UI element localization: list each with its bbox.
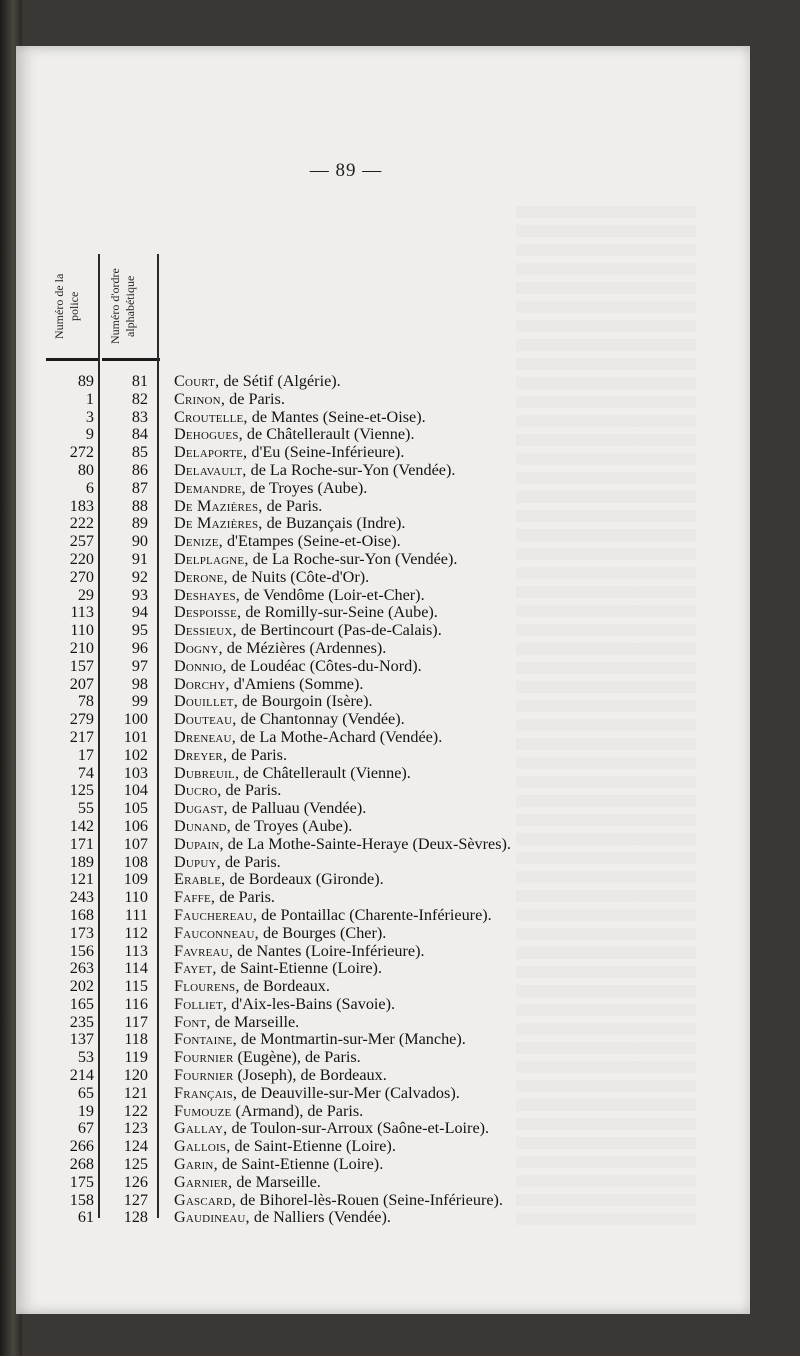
police-number: 175 [69, 1172, 94, 1191]
entry-location: de La Roche-sur-Yon (Vendée). [248, 549, 458, 568]
entry-location: de Bordeaux (Gironde). [225, 870, 384, 889]
entry-location: de Marseille. [232, 1172, 321, 1191]
order-number: 95 [131, 621, 148, 640]
police-number: 189 [69, 852, 94, 871]
entry-text [174, 640, 386, 658]
entry-surname: Dogny, [174, 638, 223, 657]
entry-location: de Saint-Etienne (Loire). [230, 1137, 396, 1156]
entry-text [174, 996, 395, 1014]
table-row [16, 765, 750, 783]
page-number: — 89 — [309, 160, 383, 181]
table-row [16, 1049, 750, 1067]
order-number: 81 [131, 372, 148, 390]
entry-surname: Faffe, [174, 888, 216, 907]
police-number: 202 [69, 977, 94, 996]
entry-location: (Joseph), de Bordeaux. [233, 1066, 387, 1085]
entry-text [174, 943, 425, 961]
entry-text [174, 622, 442, 640]
order-number: 97 [131, 656, 148, 675]
order-number: 104 [123, 781, 148, 800]
table-row [16, 604, 750, 622]
table-row [16, 1014, 750, 1032]
table-row [16, 1031, 750, 1049]
table-row [16, 551, 750, 569]
entry-location: de Paris. [225, 389, 285, 408]
table-row [16, 373, 750, 391]
entry-surname: De Mazières, [174, 514, 263, 533]
entry-surname: Court, [174, 372, 220, 390]
entry-location: de Mézières (Ardennes). [222, 638, 387, 657]
entry-surname: Dehogues, [174, 425, 243, 444]
entry-text [174, 498, 322, 516]
table-row [16, 569, 750, 587]
entry-surname: Dupuy, [174, 852, 221, 871]
table-row [16, 836, 750, 854]
entry-text [174, 1192, 503, 1210]
police-number: 17 [77, 745, 94, 764]
entry-location: de Buzançais (Indre). [262, 514, 406, 533]
order-number: 85 [131, 443, 148, 462]
order-number: 122 [123, 1101, 148, 1120]
entry-location: de Troyes (Aube). [230, 816, 353, 835]
entry-text [174, 800, 366, 818]
book-page [16, 46, 750, 1314]
entry-text [174, 569, 369, 587]
entry-text [174, 889, 275, 907]
order-number: 115 [124, 977, 148, 996]
police-number: 222 [69, 514, 94, 533]
table-row [16, 409, 750, 427]
entry-location: de Nantes (Loire-Inférieure). [233, 941, 425, 960]
police-number: 3 [85, 407, 94, 426]
entry-text [174, 1156, 383, 1174]
entry-location: de Paris. [262, 496, 323, 515]
order-number: 111 [124, 905, 148, 924]
table-row [16, 426, 750, 444]
entry-location: d'Eu (Seine-Inférieure). [247, 443, 405, 462]
entry-text [174, 907, 492, 925]
police-number: 207 [69, 674, 94, 693]
table-row [16, 871, 750, 889]
police-number: 142 [69, 816, 94, 835]
police-number: 19 [77, 1101, 94, 1120]
entry-text [174, 711, 405, 729]
entry-location: de Paris. [227, 745, 287, 764]
table-row [16, 1120, 750, 1138]
entry-location: de Marseille. [210, 1012, 300, 1031]
entry-surname: Fayet, [174, 959, 217, 978]
entry-text [174, 462, 455, 480]
table-row [16, 1067, 750, 1085]
header-rule [46, 358, 100, 361]
entry-text [174, 871, 384, 889]
table-row [16, 800, 750, 818]
police-number: 210 [69, 638, 94, 657]
entry-text [174, 1174, 321, 1192]
order-number: 126 [123, 1172, 148, 1191]
table-row [16, 1103, 750, 1121]
entry-surname: Dessieux, [174, 621, 237, 640]
police-number: 214 [69, 1066, 94, 1085]
order-number: 100 [123, 710, 148, 729]
order-number: 106 [123, 816, 148, 835]
table-row [16, 925, 750, 943]
order-number: 99 [131, 692, 148, 711]
entry-text [174, 1014, 299, 1032]
entry-surname: Fournier [174, 1048, 234, 1067]
entry-location: de Paris. [215, 888, 275, 907]
police-number: 263 [69, 959, 94, 978]
order-number: 110 [124, 888, 148, 907]
table-row [16, 391, 750, 409]
police-number: 217 [69, 727, 94, 746]
order-number: 89 [131, 514, 148, 533]
entry-text [174, 1031, 466, 1049]
entry-surname: Dugast, [174, 799, 228, 818]
entry-surname: Delaporte, [174, 443, 248, 462]
order-number: 114 [124, 959, 148, 978]
entry-text [174, 765, 411, 783]
entry-surname: Garnier, [174, 1172, 233, 1191]
table-row [16, 533, 750, 551]
entry-surname: Font, [174, 1012, 211, 1031]
entry-text [174, 1120, 489, 1138]
entry-surname: Fournier [174, 1066, 234, 1085]
table-row [16, 818, 750, 836]
entry-text [174, 1085, 460, 1103]
entry-text [174, 1209, 391, 1227]
entry-location: de Pontaillac (Charente-Inférieure). [257, 905, 492, 924]
entry-surname: Fauchereau, [174, 905, 258, 924]
police-number: 55 [77, 799, 94, 818]
entry-text [174, 729, 442, 747]
entry-surname: Despoisse, [174, 603, 242, 622]
police-number: 9 [85, 425, 94, 444]
order-number: 96 [131, 638, 148, 657]
order-number: 98 [131, 674, 148, 693]
entry-surname: Dupain, [174, 834, 224, 853]
table-row [16, 996, 750, 1014]
entry-surname: Erable, [174, 870, 226, 889]
entry-surname: Delplagne, [174, 549, 249, 568]
order-number: 87 [131, 478, 148, 497]
entry-surname: Folliet, [174, 994, 228, 1013]
table-row [16, 515, 750, 533]
entry-text [174, 533, 401, 551]
entry-surname: Favreau, [174, 941, 234, 960]
order-number: 124 [123, 1137, 148, 1156]
entry-location: de La Roche-sur-Yon (Vendée). [246, 460, 456, 479]
entry-location: de Bourgoin (Isère). [237, 692, 373, 711]
entry-text [174, 515, 405, 533]
entry-text [174, 818, 352, 836]
police-number: 235 [69, 1012, 94, 1031]
table-row [16, 960, 750, 978]
entry-location: de Romilly-sur-Seine (Aube). [241, 603, 438, 622]
order-number: 116 [124, 994, 148, 1013]
entry-text [174, 604, 438, 622]
police-number: 113 [70, 603, 94, 622]
column-header-police: Numéro de la police [52, 273, 81, 339]
entry-text [174, 426, 415, 444]
order-number: 121 [123, 1083, 148, 1102]
table-row [16, 480, 750, 498]
entry-location: d'Etampes (Seine-et-Oise). [222, 532, 401, 551]
entry-text [174, 1138, 396, 1156]
header-rule [102, 358, 160, 361]
entry-surname: Garin, [174, 1155, 218, 1174]
police-number: 6 [85, 478, 94, 497]
order-number: 94 [131, 603, 148, 622]
entry-location: de Paris. [221, 781, 282, 800]
table-row [16, 729, 750, 747]
order-number: 128 [123, 1208, 148, 1227]
entries-table [16, 373, 750, 1227]
police-number: 78 [77, 692, 94, 711]
order-number: 90 [131, 532, 148, 551]
entry-location: de Bordeaux. [239, 977, 330, 996]
entry-surname: Douillet, [174, 692, 238, 711]
order-number: 109 [123, 870, 148, 889]
order-number: 86 [131, 460, 148, 479]
entry-text [174, 480, 367, 498]
entry-surname: Donnio, [174, 656, 227, 675]
police-number: 158 [69, 1190, 94, 1209]
entry-location: de Troyes (Aube). [245, 478, 368, 497]
table-row [16, 711, 750, 729]
order-number: 108 [123, 852, 148, 871]
entry-location: d'Aix-les-Bains (Savoie). [227, 994, 396, 1013]
police-number: 157 [69, 656, 94, 675]
police-number: 65 [77, 1083, 94, 1102]
entry-surname: Ducro, [174, 781, 222, 800]
entry-surname: Gaudineau, [174, 1208, 250, 1227]
entry-text [174, 391, 285, 409]
police-number: 74 [77, 763, 94, 782]
entry-surname: De Mazières, [174, 496, 263, 515]
table-row [16, 640, 750, 658]
entry-surname: Croutelle, [174, 407, 248, 426]
entry-location: de Saint-Etienne (Loire). [217, 1155, 384, 1174]
order-number: 117 [124, 1012, 148, 1031]
entry-location: de Bourges (Cher). [258, 923, 387, 942]
entry-location: d'Amiens (Somme). [229, 674, 364, 693]
table-row [16, 1192, 750, 1210]
entry-location: (Eugène), de Paris. [233, 1048, 361, 1067]
police-number: 183 [69, 496, 94, 515]
order-number: 105 [123, 799, 148, 818]
entry-surname: Dorchy, [174, 674, 230, 693]
entry-location: de Paris. [220, 852, 281, 871]
entry-location: de Sétif (Algérie). [219, 372, 341, 390]
police-number: 257 [69, 532, 94, 551]
police-number: 67 [77, 1119, 94, 1138]
entry-surname: Flourens, [174, 977, 240, 996]
table-row [16, 1156, 750, 1174]
entry-text [174, 658, 422, 676]
entry-location: de Deauville-sur-Mer (Calvados). [237, 1083, 460, 1102]
order-number: 102 [123, 745, 148, 764]
police-number: 89 [77, 372, 94, 390]
order-number: 123 [123, 1119, 148, 1138]
table-row [16, 747, 750, 765]
entry-location: de Nuits (Côte-d'Or). [227, 567, 370, 586]
entry-text [174, 925, 386, 943]
entry-location: de Chantonnay (Vendée). [236, 710, 405, 729]
police-number: 168 [69, 905, 94, 924]
entry-surname: Gascard, [174, 1190, 236, 1209]
entry-location: de La Mothe-Sainte-Heraye (Deux-Sèvres). [223, 834, 511, 853]
order-number: 92 [131, 567, 148, 586]
table-row [16, 1085, 750, 1103]
table-row [16, 693, 750, 711]
entry-text [174, 854, 281, 872]
order-number: 118 [124, 1030, 148, 1049]
entry-location: de Loudéac (Côtes-du-Nord). [226, 656, 422, 675]
police-number: 165 [69, 994, 94, 1013]
police-number: 173 [69, 923, 94, 942]
entry-surname: Dubreuil, [174, 763, 240, 782]
entry-text [174, 444, 404, 462]
order-number: 101 [123, 727, 148, 746]
table-row [16, 1209, 750, 1227]
police-number: 268 [69, 1155, 94, 1174]
order-number: 127 [123, 1190, 148, 1209]
entry-surname: Dunand, [174, 816, 231, 835]
entry-location: de Bertincourt (Pas-de-Calais). [236, 621, 442, 640]
entry-location: de Montmartin-sur-Mer (Manche). [236, 1030, 466, 1049]
table-row [16, 622, 750, 640]
table-row [16, 658, 750, 676]
police-number: 272 [69, 443, 94, 462]
column-header-ordre: Numéro d'ordre alphabétique [108, 268, 137, 344]
entry-surname: Crinon, [174, 389, 226, 408]
police-number: 53 [77, 1048, 94, 1067]
table-row [16, 782, 750, 800]
entry-surname: Demandre, [174, 478, 246, 497]
entry-surname: Fumouze [174, 1101, 232, 1120]
entry-surname: Denize, [174, 532, 223, 551]
entry-surname: Fauconneau, [174, 923, 259, 942]
entry-text [174, 587, 425, 605]
table-row [16, 854, 750, 872]
police-number: 270 [69, 567, 94, 586]
police-number: 29 [77, 585, 94, 604]
order-number: 119 [124, 1048, 148, 1067]
entry-location: de La Mothe-Achard (Vendée). [235, 727, 443, 746]
entry-location: de Nalliers (Vendée). [249, 1208, 391, 1227]
entry-text [174, 978, 330, 996]
entry-text [174, 1103, 363, 1121]
entry-location: de Vendôme (Loir-et-Cher). [240, 585, 425, 604]
entry-surname: Dreneau, [174, 727, 236, 746]
entry-text [174, 1067, 387, 1085]
police-number: 121 [69, 870, 94, 889]
police-number: 156 [69, 941, 94, 960]
order-number: 107 [123, 834, 148, 853]
entry-location: de Châtellerault (Vienne). [242, 425, 415, 444]
entry-text [174, 960, 382, 978]
table-row [16, 943, 750, 961]
entry-surname: Fontaine, [174, 1030, 237, 1049]
entry-surname: Douteau, [174, 710, 237, 729]
entry-text [174, 551, 457, 569]
police-number: 1 [85, 389, 94, 408]
entry-text [174, 1049, 361, 1067]
police-number: 266 [69, 1137, 94, 1156]
police-number: 110 [70, 621, 94, 640]
entry-text [174, 693, 373, 711]
table-row [16, 907, 750, 925]
police-number: 137 [69, 1030, 94, 1049]
order-number: 84 [131, 425, 148, 444]
entry-surname: Derone, [174, 567, 228, 586]
entry-text [174, 373, 341, 391]
entry-surname: Dreyer, [174, 745, 228, 764]
entry-surname: Français, [174, 1083, 238, 1102]
order-number: 83 [131, 407, 148, 426]
police-number: 279 [69, 710, 94, 729]
entry-surname: Gallois, [174, 1137, 231, 1156]
table-row [16, 462, 750, 480]
order-number: 82 [131, 389, 148, 408]
order-number: 91 [131, 549, 148, 568]
police-number: 125 [69, 781, 94, 800]
entry-surname: Deshayes, [174, 585, 241, 604]
entry-text [174, 747, 287, 765]
order-number: 103 [123, 763, 148, 782]
entry-location: de Mantes (Seine-et-Oise). [247, 407, 426, 426]
entry-location: de Palluau (Vendée). [227, 799, 367, 818]
entry-location: (Armand), de Paris. [231, 1101, 364, 1120]
order-number: 113 [124, 941, 148, 960]
table-row [16, 498, 750, 516]
table-row [16, 676, 750, 694]
order-number: 120 [123, 1066, 148, 1085]
police-number: 243 [69, 888, 94, 907]
police-number: 80 [77, 460, 94, 479]
table-row [16, 978, 750, 996]
order-number: 88 [131, 496, 148, 515]
order-number: 125 [123, 1155, 148, 1174]
police-number: 61 [77, 1208, 94, 1227]
entry-location: de Châtellerault (Vienne). [239, 763, 411, 782]
entry-surname: Delavault, [174, 460, 247, 479]
table-row [16, 587, 750, 605]
table-row [16, 1138, 750, 1156]
police-number: 220 [69, 549, 94, 568]
police-number: 171 [69, 834, 94, 853]
entry-text [174, 409, 426, 427]
entry-location: de Toulon-sur-Arroux (Saône-et-Loire). [227, 1119, 490, 1138]
table-row [16, 889, 750, 907]
entry-text [174, 676, 363, 694]
entry-location: de Bihorel-lès-Rouen (Seine-Inférieure). [235, 1190, 503, 1209]
entry-text [174, 782, 281, 800]
entry-surname: Gallay, [174, 1119, 228, 1138]
entry-text [174, 836, 511, 854]
table-row [16, 1174, 750, 1192]
table-row [16, 444, 750, 462]
order-number: 93 [131, 585, 148, 604]
entry-location: de Saint-Etienne (Loire). [216, 959, 382, 978]
order-number: 112 [124, 923, 148, 942]
